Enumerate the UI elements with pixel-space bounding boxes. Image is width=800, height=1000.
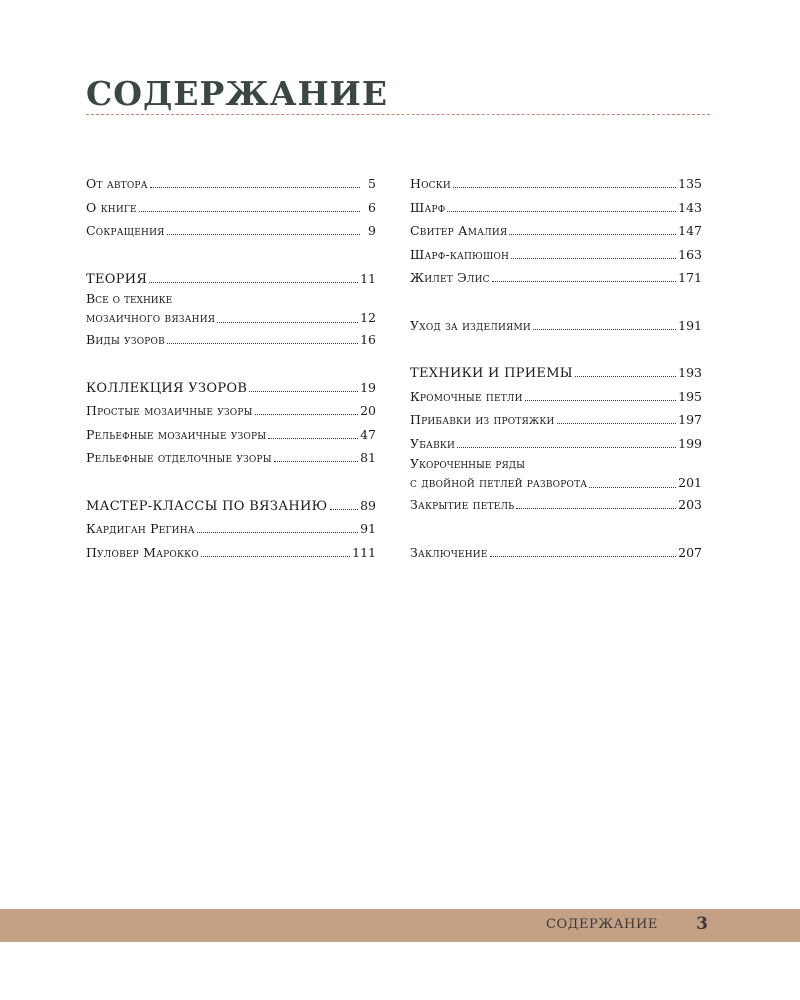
toc-entry[interactable] (410, 219, 702, 243)
toc-page-number: 6 (368, 199, 376, 215)
toc-section-entry[interactable] (410, 361, 702, 385)
toc-page-number: 143 (678, 199, 702, 215)
toc-page-number: 16 (360, 332, 376, 347)
toc-entry[interactable] (86, 541, 376, 565)
toc-entry-label: ТЕХНИКИ И ПРИЕМЫ (410, 366, 573, 381)
toc-gap (410, 290, 702, 314)
toc-entry[interactable] (410, 455, 702, 493)
toc-page-number: 207 (678, 544, 702, 560)
dot-leader (201, 556, 350, 557)
toc-entry-label: Кардиган Регина (86, 521, 195, 536)
footer-page-number: 3 (696, 914, 708, 934)
toc-entry[interactable] (410, 541, 702, 565)
toc-entry-label: Шарф (410, 199, 446, 215)
toc-entry-label: Виды узоров (86, 332, 165, 347)
toc-entry-label: Заключение (410, 544, 488, 560)
running-footer-title: СОДЕРЖАНИЕ (545, 917, 658, 932)
dot-leader (457, 447, 676, 448)
toc-gap (86, 470, 376, 494)
dot-leader (197, 532, 358, 533)
toc-entry[interactable] (86, 219, 376, 243)
dot-leader (509, 234, 676, 235)
toc-entry-label: Прибавки из протяжки (410, 412, 555, 427)
toc-entry-label: Носки (410, 176, 451, 191)
toc-entry[interactable] (410, 266, 702, 290)
toc-entry-label: Убавки (410, 435, 456, 451)
toc-entry[interactable] (86, 172, 376, 196)
toc-gap (86, 243, 376, 267)
dot-leader (453, 187, 676, 188)
toc-entry-label: Рельефные мозаичные узоры (86, 426, 267, 442)
toc-page-number: 91 (360, 521, 376, 536)
toc-page-number: 111 (352, 544, 376, 560)
toc-page-number: 12 (360, 310, 376, 325)
toc-page-number: 135 (678, 176, 702, 191)
toc-section-entry[interactable] (86, 376, 376, 400)
toc-entry[interactable] (410, 314, 702, 338)
toc-section-entry[interactable] (86, 267, 376, 291)
toc-entry-label: Жилет Элис (410, 270, 490, 285)
toc-entry[interactable] (86, 399, 376, 423)
toc-entry[interactable] (410, 243, 702, 267)
dot-leader (149, 282, 358, 283)
toc-entry-label: Свитер Амалия (410, 223, 508, 238)
dot-leader (447, 211, 676, 212)
toc-entry-label: МАСТЕР-КЛАССЫ ПО ВЯЗАНИЮ (86, 498, 328, 514)
dot-leader (525, 400, 676, 401)
toc-entry[interactable] (410, 196, 702, 220)
toc-entry-label-line1: Все о технике (86, 291, 173, 306)
toc-page-number: 5 (368, 176, 376, 191)
toc-page-number: 163 (678, 246, 702, 262)
toc-page-number: 201 (678, 475, 702, 490)
toc-entry[interactable] (410, 408, 702, 432)
dot-leader (255, 414, 358, 415)
toc-entry-label: От автора (86, 176, 148, 191)
dot-leader (575, 376, 676, 377)
dot-leader (274, 461, 358, 462)
toc-entry[interactable] (86, 423, 376, 447)
toc-gap (410, 337, 702, 361)
dot-leader (589, 487, 676, 488)
toc-entry-label: Рельефные отделочные узоры (86, 450, 272, 465)
toc-entry[interactable] (86, 328, 376, 352)
toc-page-number: 191 (678, 317, 702, 333)
toc-page-number: 9 (368, 223, 376, 238)
page-title: СОДЕРЖАНИЕ (86, 74, 389, 113)
dot-leader (557, 423, 677, 424)
dot-leader (167, 234, 360, 235)
toc-left-column (86, 172, 376, 564)
toc-entry-label: Пуловер Марокко (86, 544, 199, 560)
toc-entry[interactable] (86, 446, 376, 470)
toc-entry[interactable] (86, 290, 376, 328)
dot-leader (533, 329, 676, 330)
dot-leader (139, 211, 360, 212)
toc-page-number: 203 (678, 497, 702, 512)
toc-entry[interactable] (410, 432, 702, 456)
toc-page-number: 147 (678, 223, 702, 238)
toc-entry-label: ТЕОРИЯ (86, 271, 148, 287)
toc-page-number: 11 (360, 270, 376, 286)
toc-entry-label: Уход за изделиями (410, 317, 531, 333)
dot-leader (330, 509, 359, 510)
toc-entry[interactable] (410, 172, 702, 196)
toc-entry-label: с двойной петлей разворота (410, 475, 588, 490)
toc-page-number: 20 (360, 403, 376, 418)
toc-gap (86, 352, 376, 376)
toc-page-number: 19 (360, 379, 376, 395)
toc-entry-label: Шарф-капюшон (410, 246, 510, 262)
dot-leader (516, 508, 676, 509)
toc-entry-label: Простые мозаичные узоры (86, 403, 253, 418)
footer-band (0, 909, 800, 942)
toc-entry-label: Сокращения (86, 223, 165, 238)
toc-page-number: 81 (360, 450, 376, 465)
toc-entry-label: Кромочные петли (410, 388, 523, 404)
toc-page-number: 47 (360, 426, 376, 442)
dot-leader (492, 281, 676, 282)
toc-page-number: 193 (678, 365, 702, 380)
dot-leader (511, 258, 676, 259)
toc-page-number: 89 (360, 497, 376, 513)
toc-page-number: 197 (678, 412, 702, 427)
toc-page-number: 199 (678, 435, 702, 451)
title-divider (86, 114, 710, 115)
dot-leader (490, 556, 677, 557)
dot-leader (217, 322, 358, 323)
dot-leader (150, 187, 360, 188)
toc-entry-label: КОЛЛЕКЦИЯ УЗОРОВ (86, 380, 248, 396)
toc-entry-label: О книге (86, 199, 137, 215)
toc-section-entry[interactable] (86, 494, 376, 518)
toc-entry[interactable] (86, 196, 376, 220)
toc-entry[interactable] (86, 517, 376, 541)
toc-right-column (410, 172, 702, 564)
dot-leader (249, 391, 358, 392)
dot-leader (167, 343, 358, 344)
toc-entry-label: мозаичного вязания (86, 310, 216, 325)
toc-page-number: 195 (678, 388, 702, 404)
toc-entry[interactable] (410, 493, 702, 517)
toc-entry-label: Закрытие петель (410, 497, 515, 512)
dot-leader (268, 438, 358, 439)
toc-page-number: 171 (678, 270, 702, 285)
toc-gap (410, 517, 702, 541)
toc-entry[interactable] (410, 385, 702, 409)
toc-entry-label-line1: Укороченные ряды (410, 456, 525, 471)
